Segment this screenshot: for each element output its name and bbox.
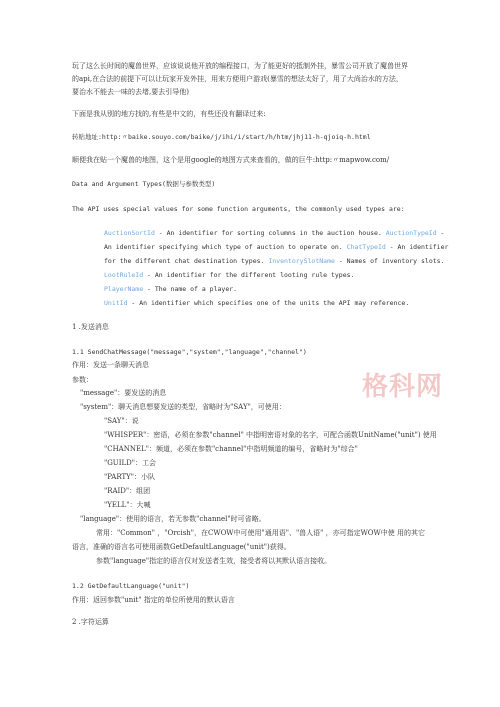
- section-1-2-heading: 1.2 GetDefaultLanguage("unit"): [72, 582, 190, 590]
- watermark: 格科网: [362, 372, 444, 402]
- api-description: The API uses special values for some function arguments, the commonly used types are:: [72, 205, 405, 213]
- repost-address: 转贴地址:http:〃baike.souyo.com/baike/j/ihi/i/start/h/htm/jhj11-h-qjoiq-h.html: [72, 133, 371, 141]
- term-chat-type-id: ChatTypeId: [346, 243, 386, 251]
- option-party: "PARTY"：小队: [104, 473, 155, 481]
- below-note: 下面是我从别的地方找的,有些是中文的，有些还没有翻译过来:: [72, 110, 266, 118]
- intro-line-1: 玩了这么长时间的魔兽世界，应该说说他开放的编程接口，为了能更好的抵制外挂，暴雪公司开放了魔兽世界: [72, 62, 408, 70]
- language-common: 常用："Common" ，"Orcish"，在CWOW中可使用"通用语"、"兽人语" ，亦可指定WOW中使 用的其它: [96, 529, 425, 537]
- term-loot-rule-id: LootRuleId: [104, 271, 144, 279]
- term-player-name: PlayerName: [104, 285, 144, 293]
- language-default: 语言，准确的语言名可使用函数GetDefaultLanguage("unit")获得。: [72, 543, 291, 551]
- type-line-1: AuctionSortId - An identifier for sorting columns in the auction house. AuctionTypeId -: [104, 229, 445, 237]
- option-whisper: "WHISPER"：密语，必须在参数"channel" 中指明密语对象的名字，可配合函数UnitName("unit") 使用: [104, 431, 437, 439]
- params-label: 参数：: [72, 376, 93, 384]
- param-message: "message"：要发送的消息: [80, 389, 167, 397]
- term-auction-type-id: AuctionTypeId: [385, 229, 437, 237]
- map-link-line: 顺便我在贴一个魔兽的地图，这个是用google的地图方式来查看的，做的巨牛:http:〃mapwow.com/: [72, 156, 390, 164]
- type-line-5: PlayerName - The name of a player.: [104, 285, 238, 293]
- param-language: "language"：使用的语言，若无参数"channel"时可省略。: [80, 515, 266, 523]
- option-channel: "CHANNEL"：频道，必须在参数"channel"中指明频道的编号，省略时为"综合": [104, 445, 358, 453]
- option-yell: "YELL"：大喊: [104, 501, 151, 509]
- type-line-6: UnitId - An identifier which specifies one of the units the API may reference.: [104, 299, 410, 307]
- term-auction-sort-id: AuctionSortId: [104, 229, 155, 237]
- option-guild: "GUILD"：工会: [104, 459, 156, 467]
- section-2-heading: 2 .字符运算: [72, 618, 109, 626]
- section-1-1-heading: 1.1 SendChatMessage("message","system","language","channel"): [72, 348, 307, 356]
- option-raid: "RAID"：组团: [104, 487, 151, 495]
- section-1-heading: 1 .发送消息: [72, 323, 109, 331]
- section-1-2-usage: 作用：返回参数"unit" 指定的单位所使用的默认语言: [72, 596, 235, 604]
- section-1-1-usage: 作用：发送一条聊天消息: [72, 361, 149, 369]
- intro-line-3: 要治水不能去一味的去堵,要去引导他): [72, 88, 189, 96]
- option-say: "SAY"：说: [104, 417, 139, 425]
- param-system: "system"：聊天消息想要发送的类型，省略时为"SAY"，可使用：: [80, 403, 286, 411]
- type-line-3: for the different chat destination types. InventorySlotName - Names of inventory slots.: [104, 257, 445, 265]
- type-line-2: An identifier specifying which type of auction to operate on. ChatTypeId - An identifier: [104, 243, 449, 251]
- language-note: 参数"language"指定的语言仅对发送者生效，接受者将以其默认语言接收。: [96, 557, 332, 565]
- term-unit-id: UnitId: [104, 299, 128, 307]
- data-types-heading: Data and Argument Types(数据与参数类型): [72, 180, 216, 188]
- type-line-4: LootRuleId - An identifier for the different looting rule types.: [104, 271, 355, 279]
- term-inventory-slot-name: InventorySlotName: [268, 257, 335, 265]
- intro-line-2: 的api,在合法的前提下可以让玩家开发外挂，用来方便用户游戏(暴雪的想法太好了，用了大尚治水的方法，: [72, 75, 403, 83]
